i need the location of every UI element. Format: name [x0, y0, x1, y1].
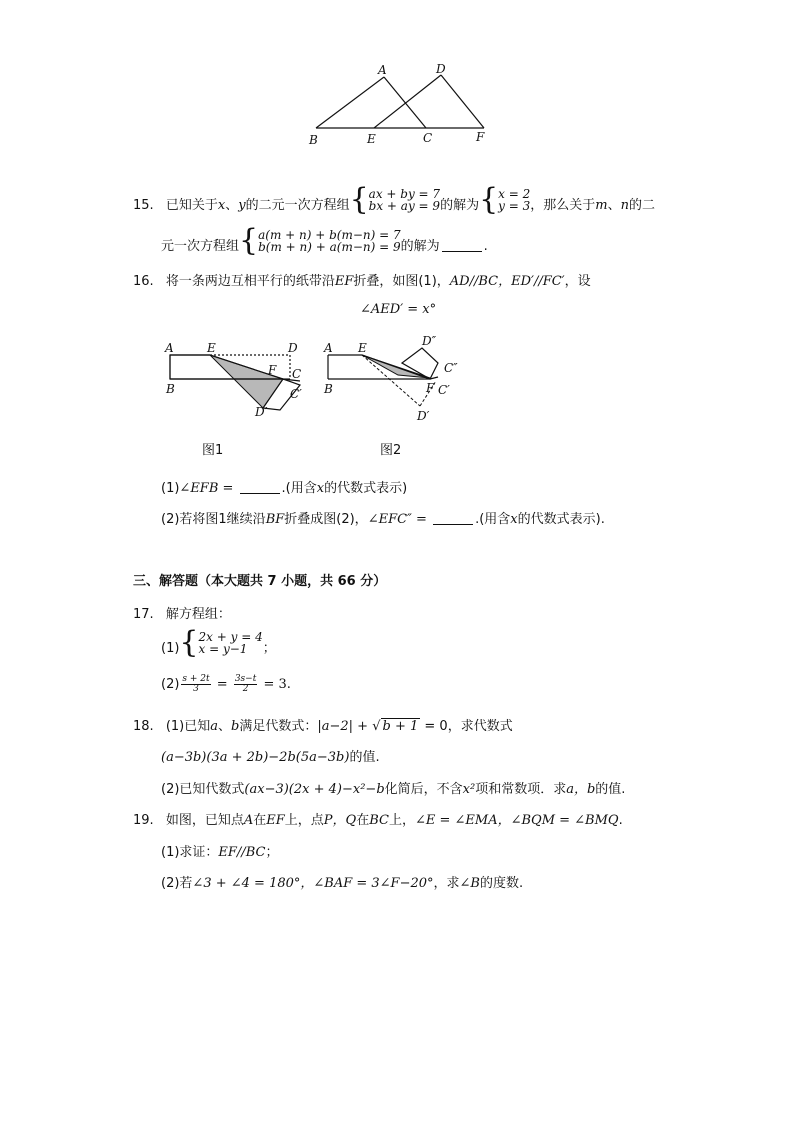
solution-system: { x = 2 y = 3 — [479, 182, 531, 217]
label-A: A — [324, 341, 333, 355]
label-F: F — [426, 381, 435, 395]
answer-blank[interactable] — [442, 239, 482, 252]
label-D-double-prime: D″ — [422, 334, 437, 348]
fold-figure-2 — [320, 328, 470, 463]
label-A: A — [165, 341, 174, 355]
answer-blank-2[interactable] — [433, 512, 473, 525]
q18-part2: (2)已知代数式(ax−3)(2x + 4)−x²−b化简后，不含x²项和常数项．求a，b的值. — [161, 782, 626, 797]
fraction-2: $\frac{3s-t}{2}$ — [234, 674, 257, 694]
q18-line1: 18. (1)已知a、b满足代数式：|a−2| + √ b + 1 = 0，求代数式 — [133, 719, 513, 734]
question-number: 19. — [133, 813, 154, 828]
q16-line1: 16. 将一条两边互相平行的纸带沿EF折叠，如图(1)，AD//BC，ED′//FC′，设 — [133, 274, 591, 289]
label-E: E — [367, 132, 376, 146]
q18-line2: (a−3b)(3a + 2b)−2b(5a−3b)的值. — [161, 750, 380, 765]
label-E: E — [358, 341, 367, 355]
label-E: E — [207, 341, 216, 355]
q19-part1: (1)求证：EF//BC； — [161, 845, 279, 860]
fraction-1: $\frac{s + 2t}{3}$ — [182, 674, 210, 694]
label-D-prime: D′ — [417, 409, 430, 423]
q16-part1: (1)∠EFB = .(用含x的代数式表示) — [161, 481, 408, 496]
q15-line2: 元一次方程组 { a(m + n) + b(m−n) = 7 b(m + n) + a(m−n) = 9 的解为 . — [161, 223, 488, 258]
label-B: B — [309, 133, 318, 147]
q19-part2: (2)若∠3 + ∠4 = 180°，∠BAF = 3∠F−20°，求∠B的度数. — [161, 876, 524, 891]
equation-system: { ax + by = 7 bx + ay = 9 — [349, 182, 441, 217]
label-C: C — [292, 367, 302, 381]
label-B: B — [166, 382, 175, 396]
question-number: 15. — [133, 198, 154, 213]
label-B: B — [324, 382, 333, 396]
label-C: C — [423, 131, 433, 145]
answer-blank-1[interactable] — [240, 481, 280, 494]
fold-figure-1 — [160, 338, 315, 463]
label-C-prime: C′ — [290, 387, 302, 401]
q16-angle: ∠AED′ = x° — [360, 302, 437, 317]
label-C-prime: C′ — [438, 383, 450, 397]
equation-system-2: { a(m + n) + b(m−n) = 7 b(m + n) + a(m−n) = 9 — [239, 223, 401, 258]
q19-line1: 19. 如图，已知点A在EF上，点P，Q在BC上，∠E = ∠EMA，∠BQM = ∠BMQ. — [133, 813, 623, 828]
question-number: 17. — [133, 607, 154, 622]
q15-line1: 15. 已知关于x、y的二元一次方程组 { ax + by = 7 bx + ay = 9 的解为 { x = 2 y = 3 ，那么关于m、n的二 — [133, 182, 656, 217]
section-title: 三、解答题（本大题共 7 小题，共 66 分） — [133, 574, 387, 589]
q17-line1: 17. 解方程组： — [133, 607, 231, 622]
label-A: A — [378, 63, 387, 77]
figure-2-caption: 图2 — [380, 443, 402, 458]
figure-1-caption: 图1 — [202, 443, 224, 458]
equation-system: { 2x + y = 4 x = y−1 — [179, 625, 263, 660]
label-C-double-prime: C″ — [444, 361, 458, 375]
sqrt-expression: b + 1 — [382, 719, 419, 734]
label-F: F — [268, 363, 277, 377]
q16-part2: (2)若将图1继续沿BF折叠成图(2)，∠EFC″ = .(用含x的代数式表示). — [161, 512, 605, 527]
label-D: D — [288, 341, 298, 355]
question-number: 16. — [133, 274, 154, 289]
q17-part1: (1) { 2x + y = 4 x = y−1 ； — [161, 625, 276, 660]
q17-part2: (2) $\frac{s + 2t}{3}$ = $\frac{3s-t}{2}$ = 3. — [161, 674, 291, 694]
label-D-prime: D′ — [255, 405, 268, 419]
label-F: F — [476, 130, 485, 144]
question-number: 18. — [133, 719, 154, 734]
label-D: D — [436, 62, 446, 76]
triangles-figure — [300, 60, 500, 150]
